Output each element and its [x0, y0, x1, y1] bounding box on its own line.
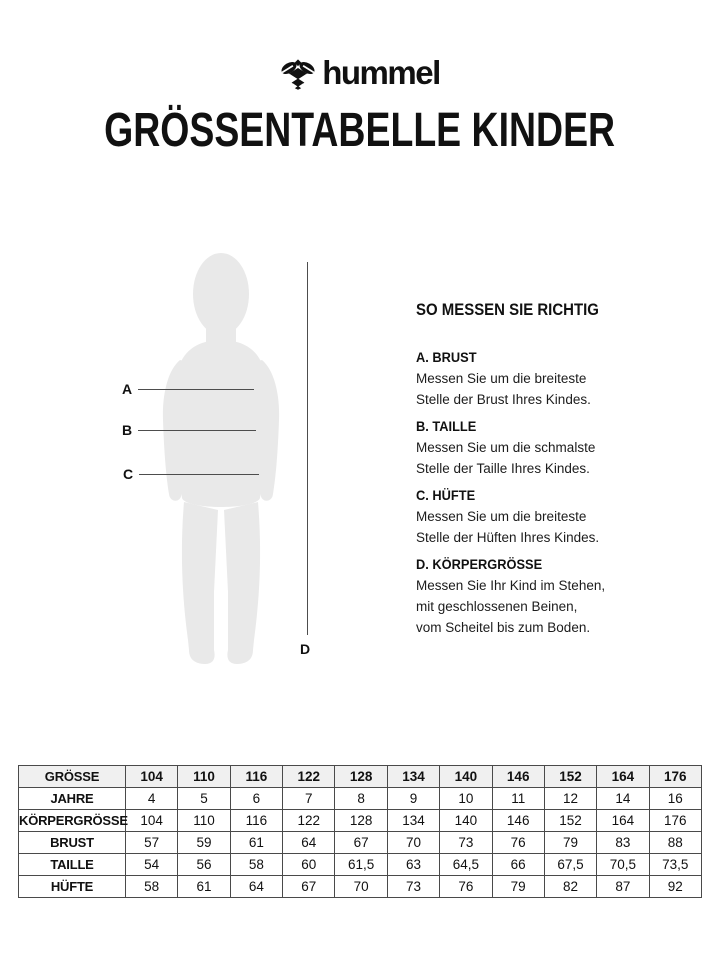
- size-table-row: [19, 788, 702, 810]
- instruction-section: [416, 555, 651, 638]
- size-value-cell: 66: [492, 854, 544, 876]
- size-value-cell: 64: [283, 832, 335, 854]
- page-title: GRÖSSENTABELLE KINDER: [104, 104, 616, 157]
- size-value-cell: 176: [649, 766, 701, 788]
- instruction-text-line: Messen Sie um die schmalste: [416, 440, 596, 455]
- size-value-cell: 73: [387, 876, 439, 898]
- row-label: JAHRE: [19, 788, 126, 810]
- size-value-cell: 122: [283, 766, 335, 788]
- size-value-cell: 8: [335, 788, 387, 810]
- instruction-text-line: Stelle der Hüften Ihres Kindes.: [416, 530, 600, 545]
- size-value-cell: 164: [597, 810, 649, 832]
- size-value-cell: 128: [335, 766, 387, 788]
- size-table-row: [19, 876, 702, 898]
- size-value-cell: 128: [335, 810, 387, 832]
- size-value-cell: 70: [335, 876, 387, 898]
- size-table-row: [19, 832, 702, 854]
- size-value-cell: 70,5: [597, 854, 649, 876]
- size-value-cell: 7: [283, 788, 335, 810]
- size-value-cell: 63: [387, 854, 439, 876]
- size-value-cell: 67: [335, 832, 387, 854]
- size-value-cell: 82: [544, 876, 596, 898]
- size-value-cell: 134: [387, 766, 439, 788]
- instruction-section-title: C. HÜFTE: [416, 488, 476, 503]
- size-value-cell: 88: [649, 832, 701, 854]
- row-label: HÜFTE: [19, 876, 126, 898]
- instruction-text-line: Messen Sie um die breiteste: [416, 509, 587, 524]
- instruction-sections: [416, 348, 651, 638]
- instruction-section-title: D. KÖRPERGRÖSSE: [416, 557, 543, 572]
- size-value-cell: 104: [126, 810, 178, 832]
- brand-wordmark: hummel: [322, 54, 440, 91]
- instruction-text-line: Messen Sie um die breiteste: [416, 371, 587, 386]
- size-value-cell: 58: [230, 854, 282, 876]
- size-value-cell: 152: [544, 810, 596, 832]
- size-value-cell: 60: [283, 854, 335, 876]
- instruction-section: [416, 417, 651, 479]
- page-title-wrap: [0, 103, 720, 158]
- instruction-text-line: vom Scheitel bis zum Boden.: [416, 620, 591, 635]
- brand-logo: [0, 56, 720, 91]
- size-value-cell: 5: [178, 788, 230, 810]
- instruction-text-line: Messen Sie Ihr Kind im Stehen,: [416, 578, 606, 593]
- size-table-row: [19, 854, 702, 876]
- size-value-cell: 146: [492, 766, 544, 788]
- size-value-cell: 57: [126, 832, 178, 854]
- size-table-header-row: [19, 766, 702, 788]
- row-label: GRÖSSE: [19, 766, 126, 788]
- size-value-cell: 70: [387, 832, 439, 854]
- size-table-row: [19, 810, 702, 832]
- size-value-cell: 11: [492, 788, 544, 810]
- row-label: TAILLE: [19, 854, 126, 876]
- size-value-cell: 79: [492, 876, 544, 898]
- instructions-heading: SO MESSEN SIE RICHTIG: [416, 300, 599, 319]
- size-value-cell: 92: [649, 876, 701, 898]
- size-value-cell: 76: [440, 876, 492, 898]
- size-value-cell: 10: [440, 788, 492, 810]
- instruction-section: [416, 486, 651, 548]
- marker-label-d: D: [300, 641, 311, 657]
- measure-line-c: [139, 474, 259, 475]
- size-value-cell: 140: [440, 810, 492, 832]
- size-value-cell: 104: [126, 766, 178, 788]
- child-silhouette: [155, 250, 290, 668]
- hummel-bee-icon: [280, 58, 316, 90]
- size-table: [18, 765, 702, 898]
- marker-label-b: B: [122, 422, 133, 438]
- measure-line-a: [138, 389, 254, 390]
- size-value-cell: 116: [230, 766, 282, 788]
- measure-line-d: [307, 262, 308, 635]
- size-value-cell: 61: [230, 832, 282, 854]
- size-value-cell: 54: [126, 854, 178, 876]
- size-value-cell: 116: [230, 810, 282, 832]
- size-value-cell: 59: [178, 832, 230, 854]
- size-value-cell: 73,5: [649, 854, 701, 876]
- size-value-cell: 12: [544, 788, 596, 810]
- size-value-cell: 134: [387, 810, 439, 832]
- size-value-cell: 79: [544, 832, 596, 854]
- size-value-cell: 83: [597, 832, 649, 854]
- instruction-section-title: A. BRUST: [416, 350, 477, 365]
- size-value-cell: 14: [597, 788, 649, 810]
- size-value-cell: 61: [178, 876, 230, 898]
- size-value-cell: 110: [178, 766, 230, 788]
- row-label: BRUST: [19, 832, 126, 854]
- instruction-text-line: Stelle der Taille Ihres Kindes.: [416, 461, 590, 476]
- size-value-cell: 16: [649, 788, 701, 810]
- size-value-cell: 64: [230, 876, 282, 898]
- size-value-cell: 67: [283, 876, 335, 898]
- size-table-body: [19, 766, 702, 898]
- size-value-cell: 61,5: [335, 854, 387, 876]
- instruction-text-line: mit geschlossenen Beinen,: [416, 599, 578, 614]
- size-value-cell: 6: [230, 788, 282, 810]
- size-value-cell: 87: [597, 876, 649, 898]
- size-value-cell: 110: [178, 810, 230, 832]
- marker-label-c: C: [123, 466, 134, 482]
- size-value-cell: 176: [649, 810, 701, 832]
- row-label: KÖRPERGRÖSSE: [19, 810, 126, 832]
- measure-line-b: [138, 430, 256, 431]
- size-value-cell: 164: [597, 766, 649, 788]
- size-value-cell: 140: [440, 766, 492, 788]
- marker-label-a: A: [122, 381, 133, 397]
- size-value-cell: 58: [126, 876, 178, 898]
- size-value-cell: 146: [492, 810, 544, 832]
- size-value-cell: 9: [387, 788, 439, 810]
- size-value-cell: 4: [126, 788, 178, 810]
- size-value-cell: 122: [283, 810, 335, 832]
- instruction-text-line: Stelle der Brust Ihres Kindes.: [416, 392, 591, 407]
- size-value-cell: 152: [544, 766, 596, 788]
- size-value-cell: 64,5: [440, 854, 492, 876]
- instruction-section-title: B. TAILLE: [416, 419, 477, 434]
- size-value-cell: 56: [178, 854, 230, 876]
- size-value-cell: 73: [440, 832, 492, 854]
- instruction-section: [416, 348, 651, 410]
- size-value-cell: 76: [492, 832, 544, 854]
- size-value-cell: 67,5: [544, 854, 596, 876]
- measuring-instructions: [416, 300, 651, 645]
